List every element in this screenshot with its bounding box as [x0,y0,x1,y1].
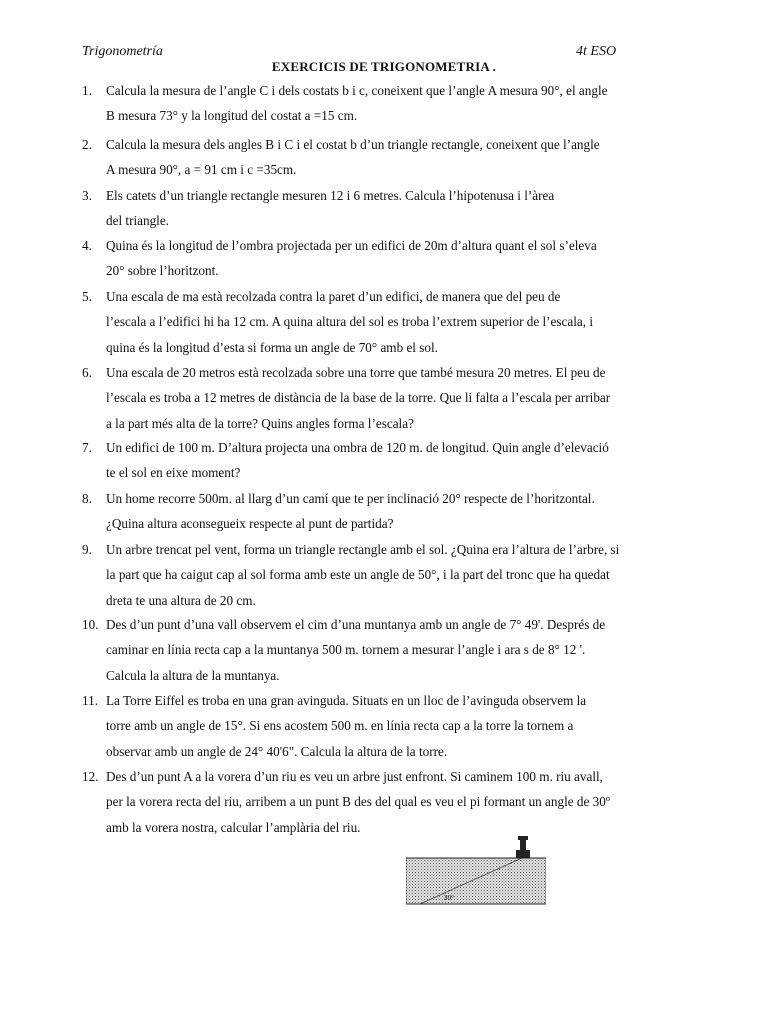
exercise-text-line: dreta te una altura de 20 cm. [106,592,256,608]
exercise-text-line: quina és la longitud d’esta si forma un angle de 70° amb el sol. [106,339,438,355]
exercise-text-line: La Torre Eiffel es troba en una gran avinguda. Situats en un lloc de l’avinguda observem la [106,693,587,708]
exercise-number: 6. [82,365,92,380]
exercise-text-line: caminar en línia recta cap a la muntanya 500 m. tornem a mesurar l’angle i ara s de 8° 12 '. [106,642,586,658]
exercise-number: 10. [82,617,99,632]
header-subject: Trigonometría [82,44,163,59]
header-level: 4t ESO [576,44,617,59]
river-figure [406,830,546,906]
tree-icon [516,836,530,858]
exercise-number: 11. [82,693,98,708]
exercise-text-line: 20° sobre l’horitzont. [106,263,219,279]
exercise-text-line: l’escala es troba a 12 metres de distància de la base de la torre. Que li falta a l’escala per arribar [106,390,611,406]
exercise-number: 5. [82,289,92,304]
exercise-text-line: ¿Quina altura aconsegueix respecte al punt de partida? [106,516,394,532]
exercise-text-line: per la vorera recta del riu, arribem a un punt B des del qual es veu el pi formant un angle de 30º [106,794,610,810]
exercise-text-line: observar amb un angle de 24° 40'6". Calcula la altura de la torre. [106,743,448,759]
exercise-text-line: Un edifici de 100 m. D’altura projecta una ombra de 120 m. de longitud. Quin angle d’elevació [106,440,609,455]
exercise-number: 3. [82,188,92,203]
exercise-text-line: Un home recorre 500m. al llarg d’un camí que te per inclinació 20° respecte de l’horitzontal. [106,491,595,506]
exercise-text-line: la part que ha caigut cap al sol forma amb este un angle de 50°, i la part del tronc que ha quedat [106,567,610,583]
exercise-number: 1. [82,83,92,98]
exercise-text-line: a la part més alta de la torre? Quins angles forma l’escala? [106,415,414,431]
exercise-text-line: A mesura 90°, a = 91 cm i c =35cm. [106,162,297,178]
exercise-number: 7. [82,440,92,455]
exercise-text-line: Calcula la altura de la muntanya. [106,667,280,683]
exercise-text-line: Des d’un punt d’una vall observem el cim d’una muntanya amb un angle de 7° 49'. Després de [106,617,606,632]
exercise-text-line: del triangle. [106,213,169,229]
exercise-text-line: amb la vorera nostra, calcular l’amplària del riu. [106,819,361,835]
exercise-text-line: B mesura 73° y la longitud del costat a =15 cm. [106,108,358,124]
exercise-text-line: Quina és la longitud de l’ombra projectada per un edifici de 20m d’altura quant el sol s’eleva [106,238,597,253]
exercise-text-line: Calcula la mesura dels angles B i C i el costat b d’un triangle rectangle, coneixent que l’angle [106,137,600,152]
exercise-number: 12. [82,769,99,784]
exercise-number: 4. [82,238,92,253]
exercise-number: 2. [82,137,92,152]
river-area [406,858,546,904]
exercise-text-line: Els catets d’un triangle rectangle mesuren 12 i 6 metres. Calcula l’hipotenusa i l’àrea [106,188,555,203]
angle-label: 30° [444,894,454,902]
exercise-text-line: Una escala de 20 metros està recolzada sobre una torre que també mesura 20 metres. El peu de [106,365,606,380]
exercise-text-line: te el sol en eixe moment? [106,465,241,481]
exercise-text-line: torre amb un angle de 15°. Si ens acostem 500 m. en línia recta cap a la torre la tornem a [106,718,574,734]
exercise-text-line: l’escala a l’edifici hi ha 12 cm. A quina altura del sol es troba l’extrem superior de l’escala, i [106,314,594,330]
exercise-text-line: Una escala de ma està recolzada contra la paret d’un edifici, de manera que del peu de [106,289,561,304]
exercise-text-line: Calcula la mesura de l’angle C i dels costats b i c, coneixent que l’angle A mesura 90°, el angle [106,83,608,98]
exercise-text-line: Un arbre trencat pel vent, forma un triangle rectangle amb el sol. ¿Quina era l’altura de l’arbre, si [106,542,620,557]
exercise-number: 9. [82,542,92,557]
exercise-number: 8. [82,491,92,506]
document-title: EXERCICIS DE TRIGONOMETRIA . [271,59,497,74]
exercise-text-line: Des d’un punt A a la vorera d’un riu es veu un arbre just enfront. Si caminem 100 m. riu avall, [106,769,603,784]
